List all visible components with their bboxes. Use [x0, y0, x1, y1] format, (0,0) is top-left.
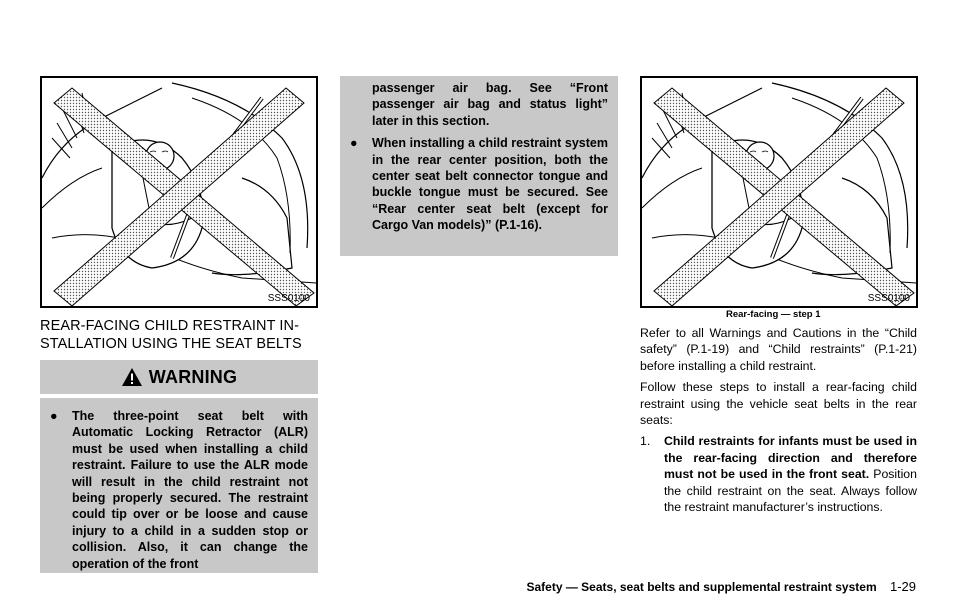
- paragraph-follow: Follow these steps to install a rear-facing child restraint using the vehicle seat belts in the rear seats:: [640, 380, 917, 428]
- warning-body-continued: [340, 76, 618, 256]
- step-1-bold: Child restraints for infants must be used in the rear-facing direction and therefore must not be used in the front seat.: [664, 434, 917, 482]
- warning-bullet: [50, 408, 308, 572]
- bullet-dot: ●: [350, 136, 358, 151]
- warning-bullet-rear-center: [350, 135, 608, 233]
- footer-page-number: 1-29: [889, 579, 916, 594]
- figure-left: [40, 76, 318, 308]
- rear-facing-seat-illustration: [42, 78, 316, 306]
- step-1-text: Position the child restraint on the seat. Always follow the restraint manufacturer’s instructions.: [664, 467, 917, 515]
- figure-code-left: SSS0100: [267, 293, 310, 304]
- warning-text: The three-point seat belt with Automatic Locking Retractor (ALR) must be used when installing a child restraint. Failure to use the ALR mode will result in the child restraint not being properly secured. The restraint could tip over or be loose and cause injury to a child in a sudden stop or collision. Also, it can change the operation of the front: [72, 409, 308, 571]
- figure-code-right: SSS0100: [867, 293, 910, 304]
- section-title: [40, 317, 320, 353]
- warning-label: WARNING: [148, 366, 238, 387]
- warning-continued-text: passenger air bag. See “Front passenger air bag and status light” later in this section.: [372, 81, 608, 128]
- warning-body: [40, 398, 318, 573]
- step-1: [640, 433, 917, 515]
- step-number: 1.: [640, 434, 651, 449]
- figure-right: [640, 76, 918, 308]
- bullet-dot: ●: [50, 409, 58, 423]
- page-footer: [526, 579, 916, 594]
- section-title-line-2: STALLATION USING THE SEAT BELTS: [40, 336, 302, 352]
- figure-caption: Rear-facing — step 1: [726, 309, 821, 320]
- warning-header: [40, 360, 318, 394]
- warning-triangle-icon: [121, 367, 143, 387]
- footer-section: Safety — Seats, seat belts and supplemental restraint system: [526, 580, 877, 594]
- warning-bullet-text: When installing a child restraint system in the rear center position, both the center seat belt connector tongue and buckle tongue must be secured. See “Rear center seat belt (except for Cargo Van models)” (P.1-16).: [372, 136, 608, 233]
- right-column-text: [640, 325, 917, 515]
- section-title-line-1: REAR-FACING CHILD RESTRAINT IN-: [40, 318, 300, 334]
- rear-facing-seat-illustration: [642, 78, 916, 306]
- paragraph-refer: Refer to all Warnings and Cautions in the “Child safety” (P.1-19) and “Child restraints” (P.1-21) before installing a child restraint.: [640, 326, 917, 373]
